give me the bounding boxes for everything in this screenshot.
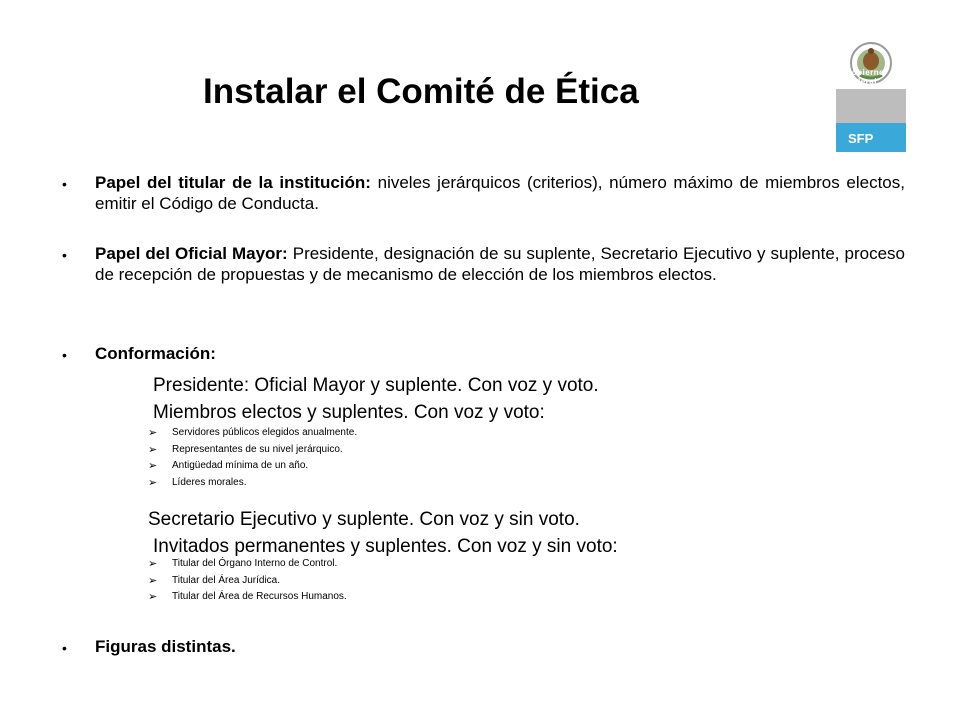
bullet-icon: • — [62, 176, 67, 192]
presidente-line: Presidente: Oficial Mayor y suplente. Con voz y voto. — [153, 375, 599, 396]
bullet-titular-lead: Papel del titular de la institución: — [95, 173, 371, 192]
arrow-bullet-icon: ➢ — [148, 574, 158, 587]
arrow-bullet-icon: ➢ — [148, 443, 158, 456]
list-item — [148, 458, 357, 475]
bullet-titular-text: niveles jerárquicos (criterios), número máximo de miembros electos, emitir el Código de Conducta. — [95, 173, 905, 213]
miembros-list — [148, 425, 357, 491]
list-item — [148, 475, 357, 492]
bullet-titular — [95, 172, 905, 214]
arrow-bullet-icon: ➢ — [148, 460, 158, 473]
list-item — [148, 556, 347, 573]
bullet-conformacion-lead: Conformación: — [95, 344, 216, 363]
list-item-text: Líderes morales. — [172, 476, 247, 488]
list-item-text: Representantes de su nivel jerárquico. — [172, 443, 343, 455]
bullet-figuras-distintas: Figuras distintas. — [95, 637, 236, 656]
gobierno-federal-label — [845, 68, 901, 86]
logo-line-1: Gobierno — [845, 68, 885, 77]
arrow-bullet-icon: ➢ — [148, 476, 158, 489]
list-item-text: Titular del Órgano Interno de Control. — [172, 558, 338, 569]
bullet-oficial-mayor — [95, 243, 905, 285]
miembros-line: Miembros electos y suplentes. Con voz y voto: — [153, 402, 545, 423]
secretario-line: Secretario Ejecutivo y suplente. Con voz y sin voto. — [148, 509, 580, 530]
logo-line-2: Federal — [845, 77, 877, 86]
bullet-icon: • — [62, 247, 67, 263]
bullet-oficial-mayor-lead: Papel del Oficial Mayor: — [95, 244, 288, 263]
gobierno-federal-sfp-logo — [836, 31, 906, 152]
list-item-text: Titular del Área Jurídica. — [172, 574, 281, 586]
list-item-text: Servidores públicos elegidos anualmente. — [172, 427, 358, 438]
arrow-bullet-icon: ➢ — [148, 558, 158, 570]
slide-title: Instalar el Comité de Ética — [203, 72, 639, 111]
list-item — [148, 425, 357, 442]
list-item — [148, 589, 347, 606]
arrow-bullet-icon: ➢ — [148, 591, 158, 604]
sfp-band — [836, 123, 906, 152]
invitados-list — [148, 556, 347, 606]
bullet-conformacion — [95, 343, 905, 364]
invitados-line: Invitados permanentes y suplentes. Con voz y sin voto: — [153, 536, 618, 557]
bullet-icon: • — [62, 640, 67, 656]
list-item-text: Titular del Área de Recursos Humanos. — [172, 591, 347, 603]
list-item-text: Antigüedad mínima de un año. — [172, 460, 309, 472]
list-item — [148, 442, 357, 459]
bullet-oficial-mayor-text: Presidente, designación de su suplente, Secretario Ejecutivo y suplente, proceso de recepción de propuestas y de mecanismo de elección de los miembros electos. — [95, 244, 906, 284]
bullet-icon: • — [62, 347, 67, 363]
list-item — [148, 573, 347, 590]
sfp-label: SFP — [848, 131, 874, 146]
arrow-bullet-icon: ➢ — [148, 427, 158, 439]
